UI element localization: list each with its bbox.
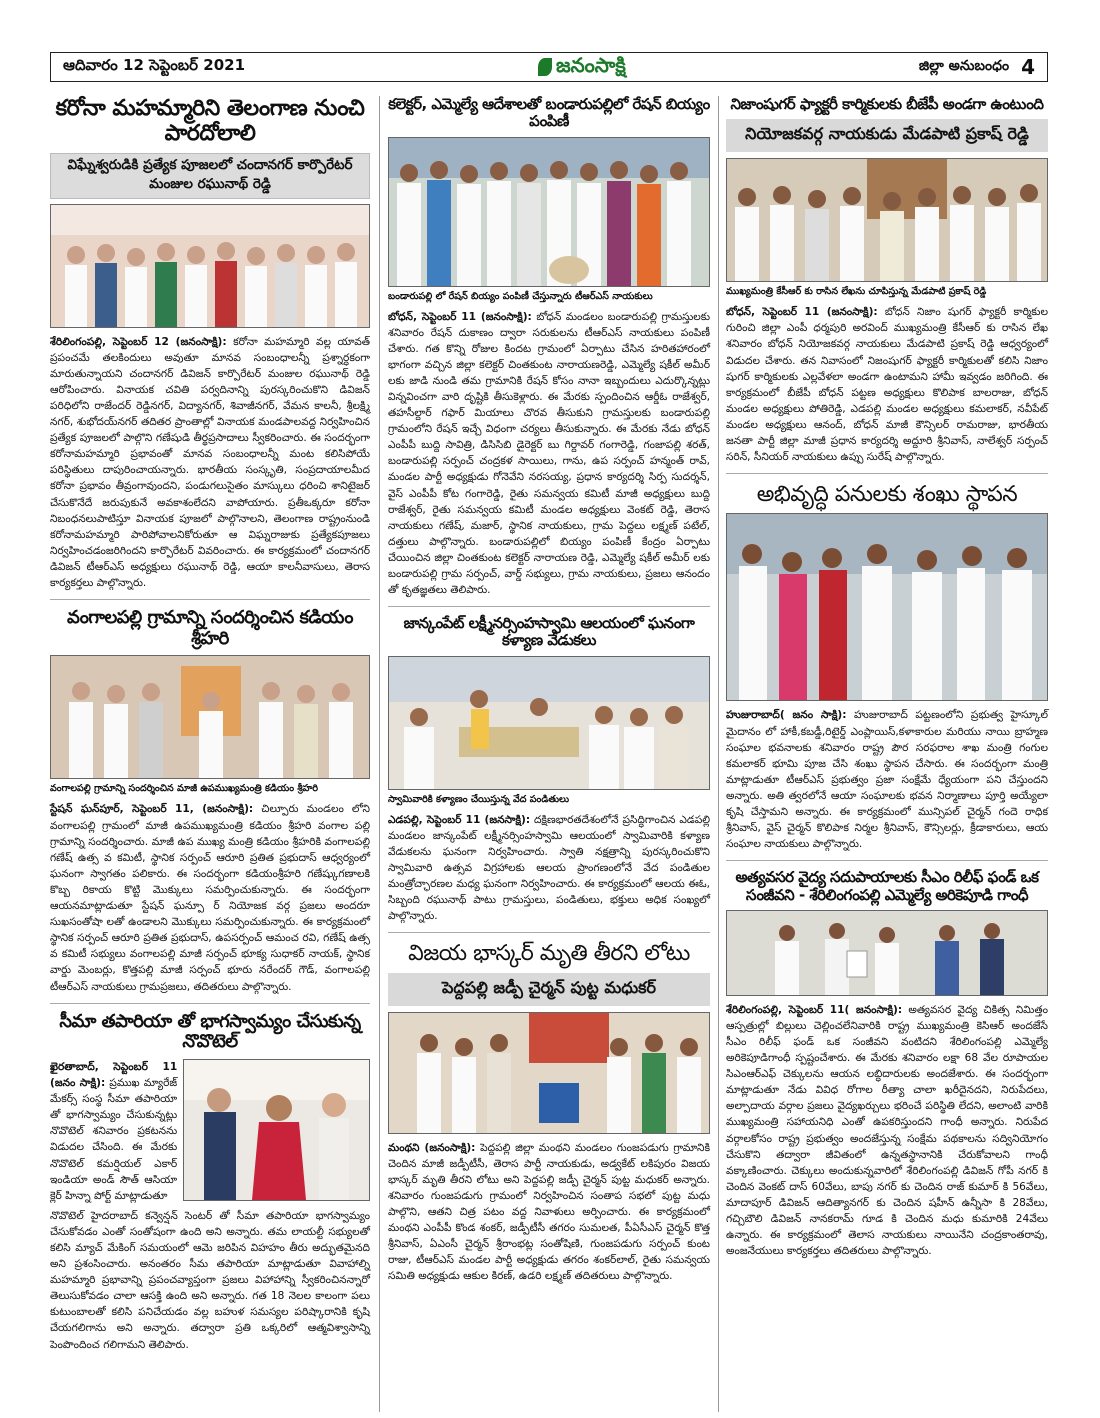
article-body xyxy=(388,1140,710,1285)
leaf-icon xyxy=(538,58,552,76)
article-corona xyxy=(50,96,370,591)
divider xyxy=(726,473,1048,474)
column-left xyxy=(50,96,370,1361)
article-headline: వంగాలపల్లి గ్రామాన్ని సందర్శించిన కడియం శ్రీహరి xyxy=(66,607,354,649)
dateline: ఎడపల్లి, సెప్టెంబర్ 11 (జనసాక్షి): xyxy=(388,813,531,826)
issue-date: ఆదివారం 12 సెప్టెంబర్ 2021 xyxy=(63,56,246,74)
photo-caption: బండారుపల్లి లో రేషన్ బియ్యం పంపిణీ చేస్తున్నారు టీఆర్ఎస్ నాయకులు xyxy=(388,290,653,302)
article-vijaya-bhaskar xyxy=(388,941,710,1284)
divider xyxy=(50,1003,370,1004)
article-photo xyxy=(388,1012,710,1134)
article-body xyxy=(726,304,1048,465)
article-body xyxy=(388,812,710,925)
column-right xyxy=(726,96,1048,1267)
article-text: బోధన్ మండలం బండారుపల్లి గ్రామస్తులకు శనివారం రేషన్ దుకాణం ద్వారా సరుకులను టీఆర్ఎస్ నాయకులు పంపిణీ చేశారు. గత కొన్ని రోజుల కిందట గ్రామంలో ఏర్పాటు చేసిన హరితహారంలో భాగంగా వచ్చిన జిల్లా కలెక్టర్ చింతకుంట నారాయణరెడ్డి, ఎమ్మెల్యే షకీల్ అమీర్ లకు జాడి నుండి తమ గ్రామానికి రేషన్ కోసం నానా ఇబ్బందులు ఎదుర్కొన్నట్లు విన్నవించగా వారి దృష్టికి తీసుకెళ్లారు. ఈ మేరకు స్పందించిన ఆర్డీఓ రాజేశ్వర్, తహసీల్దార్ గఫార్ మియాలు చొరవ తీసుకుని గ్రామస్తులకు బండారుపల్లి గ్రామంలోని రేషన్ ఇచ్చే విధంగా చర్యలు తీసుకున్నారు. ఈ మేరకు నేడు బోధన్ ఎంపీపీ బుద్ది సావిత్రి, డిసిసిబి డైరెక్టర్ బు గిర్దావర్ గంగారెడ్డి, గంజాపల్లి శరత్, బండారుపల్లి సర్పంచ్ చంద్రకళ సాయిలు, గాను, ఉప సర్పంచ్ హన్మంత్ రావ్, మండల పార్టీ అధ్యక్షుడు గోనెవేని నరసయ్య, ప్రధాన కార్యదర్శి సిర్ప సుదర్శన్, వైస్ ఎంపీపీ కోట గంగారెడ్డి, రైతు సమన్వయ కమిటీ మాజీ అధ్యక్షులు బుద్ది రాజేశ్వర్, రైతు సమన్వయ కమిటీ మండల అధ్యక్షులు వెంకట్ రెడ్డి, తెరాస నాయకులు గణేష్, మజార్, స్థానిక నాయకులు, గ్రామ పెద్దలు లక్ష్మణ్ పటేల్, దత్తులు పాల్గొన్నారు. బండారుపల్లిలో బియ్యం పంపిణీ కేంద్రం ఏర్పాటు చేయించిన జిల్లా చింతకుంట కలెక్టర్ నారాయణ రెడ్డి, ఎమ్మెల్యే షకీల్ అమీర్ లకు బండారుపల్లి గ్రామ సర్పంచ్, వార్డ్ సభ్యులు, గ్రామ నాయకులు, ప్రజలు ఆనందం తో కృతజ్ఞతలు తెలిపారు. xyxy=(388,310,710,597)
dateline: మంథని (జనంసాక్షి): xyxy=(388,1141,476,1154)
article-foundation xyxy=(726,482,1048,852)
dateline: బోధన్, సెప్టెంబర్ 11 (జనంసాక్షి): xyxy=(388,310,532,323)
article-body xyxy=(726,707,1048,852)
dateline: శేరిలింగంపల్లి, సెప్టెంబర్ 11( జనంసాక్షి): xyxy=(726,1003,903,1016)
article-text: అత్యవసర వైద్య చికిత్స నిమిత్తం ఆస్పత్రుల్లో బిల్లులు చెల్లించలేనివారికి రాష్ట్ర ముఖ్యమంత్రి కెసిఆర్ అందజేసే సీఎం రిలీఫ్ ఫండ్ ఒక సంజీవని వంటిదని శేరిలింగంపల్లి ఎమ్మెల్యే అరికెపూడిగాంధీ స్పష్టంచేశారు. ఈ మేరకు శనివారం లక్షా 68 వేల రూపాయల సిఎంఆర్ఎఫ్ చెక్కులను ఆయన లబ్ధిదారులకు అందజేశారు. ఈ సందర్భంగా మాట్లాడుతూ నేడు వివిధ రోగాల రీత్యా చాలా ఖరీదైనదని, నిరుపేదలు, అల్పాదాయ వర్గాల ప్రజలు వైద్యఖర్చులు భరించే పరిస్థితి లేదని, అలాంటి వారికి ముఖ్యమంత్రి సహాయనిధి ఎంతో ఉపకరిస్తుందని గాంధీ అన్నారు. నిరుపేద వర్గాలకోసం రాష్ట్ర ప్రభుత్వం అందజేస్తున్న సంక్షేమ పథకాలను సద్వినియోగం చేసుకొని తద్వారా జీవితంలో ఉన్నతస్థానానికి చేరుకోవాలని గాంధీ వక్కాణించారు. చెక్కులు అందుకున్నవారిలో శేరిలింగంపల్లి డివిజన్ గోపీ నగర్ కి చెందిన వెంకట్ దాస్ 60వేలు, బాపు నగర్ కు చెందిన రాజ్ కుమార్ కి 56వేలు, మాదాపూర్ డివిజన్ ఆదిత్యానగర్ కు చెందిన షహీన్ ఉన్నీసా కి 28వేలు, గచ్చిబౌలి డివిజన్ నానకరామ్ గూడ కి చెందిన మధు కుమారికి 24వేలు ఉన్నారు. ఈ కార్యక్రమంలో తెలాస నాయకులు నాయినేని చంద్రకాంతరావు, అంజనేయులు కార్యకర్తలు తదితరులు పాల్గొన్నారు. xyxy=(726,1003,1049,1258)
dateline: ఖైరతాబాద్, సెప్టెంబర్ 11 (జనం సాక్షి): xyxy=(50,1060,178,1090)
article-body xyxy=(726,1002,1048,1260)
article-photo xyxy=(726,158,1048,282)
article-body xyxy=(50,1059,177,1204)
article-nizam-sugar xyxy=(726,96,1048,465)
masthead xyxy=(50,52,1048,82)
dateline: హుజురాబాద్( జనం సాక్షి): xyxy=(726,709,847,722)
article-text: బోధన్ నిజాం షుగర్ ఫ్యాక్టరీ కార్మికుల గురించి జిల్లా ఎంపీ ధర్మపురి అరవింద్ ముఖ్యమంత్రి కేసీఆర్ కు రాసిన లేఖ శనివారం బోధన్ నియోజకవర్గ నాయకులు మేడపాటి ప్రకాష్ రెడ్డి ఆధ్వర్యంలో విడుదల చేశారు. తన నివాసంలో నిజంషుగర్ ఫ్యాక్టరీ కార్మికులతో కలిసి నిజాం షుగర్ కార్మికులకు ఎల్లవేళలా అండగా ఉంటామని హామీ ఇవ్వడం జరిగింది. ఈ కార్యక్రమంలో బీజేపీ బోధన్ పట్టణ అధ్యక్షులు కొలిపాక బాలరాజు, బోధన్ మండల అధ్యక్షులు పోతిరెడ్డి, ఎడపల్లి మండల అధ్యక్షులు కమలాకర్, నవీపేట్ మండల అధ్యక్షులు ఆనంద్, బోధన్ మాజీ కౌన్సిలర్ రామరాజు, భారతీయ జనతా పార్టీ జిల్లా మాజీ ప్రధాన కార్యదర్శి అద్దూరి శ్రీనివాస్, నాలేశ్వర్ సర్పంచ్ సరిన్, సీనియర్ నాయకులు ఉప్పు సురేష్ పాల్గొన్నారు. xyxy=(726,306,1048,464)
article-ration xyxy=(388,96,710,598)
article-text: చిల్పూరు మండలం లోని వంగాలపల్లి గ్రామంలో మాజీ ఉపముఖ్యమంత్రి కడియం శ్రీహరి వంగాల పల్లి గ్రామాన్ని సందర్శించారు. మాజీ ఉప ముఖ్య మంత్రి కడియం శ్రీహరికి వంగాలపల్లి గణేష్ ఉత్స వ కమిటీ, స్థానిక సర్పంచ్ ఆరూరి ప్రతిత ప్రభుదాస్ ఆధ్వర్యంలో ఘనంగా స్వాగతం పలికారు. ఈ సందర్భంగా కడియంశ్రీహరి గణేష్కుగణాలకి కొబ్బ రికాయ కొట్టి మొక్కులు సమర్పించుకున్నారు. ఈ సందర్భంగా ఆయనమాట్లాడుతూ స్టేషన్ ఘన్పూ ర్ నియోజక వర్గ ప్రజలు అందరూ సుఖసంతోషా లతో ఉండాలని మొక్కులు సమర్పించుకున్నారు. ఈ కార్యక్రమంలో స్థానిక సర్పంచ్ ఆరూరి ప్రతిత ప్రభుదాస్, ఉపసర్పంచ్ ఆమంచ రవి, గణేష్ ఉత్స వ కమిటీ సభ్యులు వంగాలపల్లి మాజీ సర్పంచ్ భూక్య సుధాకర్ నాయక్, స్థానిక వార్డు మెంబర్లు, కొత్తపల్లి మాజీ సర్పంచ్ భూరు నరేందర్ గౌడ్, వంగాలపల్లి టీఆర్ఎస్ నాయకులు గ్రామప్రజలు, తదితరులు పాల్గొన్నారు. xyxy=(50,803,370,993)
article-text: హుజురాబాద్ పట్టణంలోని ప్రభుత్వ హైస్కూల్ మైదానం లో హాకీ,కబడ్డీ,రిటైర్డ్ ఎంప్లాయిస్,కళాకారుల మరియు నాయి బ్రాహ్మణ సంఘాల భవనాలకు శనివారం రాష్ట్ర పౌర సరఫరాల శాఖ మంత్రి గంగుల కమలాకర్ భూమి పూజ చేసి శంఖు స్థాపన చేసారు. ఈ సందర్భంగా మంత్రి మాట్లాడుతూ టీఆర్ఎస్ ప్రభుత్వం ప్రజా సంక్షేమే ధ్యేయంగా పని చేస్తుందని అన్నారు. అతి త్వరలోనే ఆయా సంఘాలకు భవన నిర్మాణాలు పూర్తి అయ్యేలా కృషి చేస్తామని అన్నారు. ఈ కార్యక్రమంలో మున్సిపల్ చైర్మన్ గందె రాధిక శ్రీనివాస్, వైస్ చైర్మన్ కొలిపాక నిర్మల శ్రీనివాస్, కౌన్సిలర్లు, క్రీడాకారులు, ఆయ సంఘాల నాయకులు పాల్గొన్నారు. xyxy=(726,709,1048,851)
dateline: స్టేషన్ ఘన్‌పూర్, సెప్టెంబర్ 11, (జనంసాక్షి): xyxy=(50,803,254,816)
article-headline: కరోనా మహమ్మారిని తెలంగాణ నుంచి పారదోలాలి xyxy=(55,96,365,147)
article-subhead: విఘ్నేశ్వరుడికి ప్రత్యేక పూజలలో చందానగర్ కార్పొరేటర్ మంజుల రఘునాథ్ రెడ్డి xyxy=(50,153,370,199)
page-number: 4 xyxy=(1021,55,1035,79)
newspaper-logo xyxy=(538,53,626,82)
article-headline: అభివృద్ధి పనులకు శంఖు స్థాపన xyxy=(756,482,1018,508)
article-body xyxy=(50,801,370,994)
divider xyxy=(50,599,370,600)
divider xyxy=(388,606,710,607)
photo-caption: స్వామివారికి కళ్యాణం చేయిస్తున్న వేద పండితులు xyxy=(388,793,570,805)
article-headline: నిజాంషుగర్ ఫ్యాక్టరీ కార్మికులకు బీజేపీ అండగా ఉంటుంది xyxy=(730,95,1044,113)
article-photo xyxy=(726,513,1048,701)
article-headline: జాన్కంపేట్ లక్ష్మీనర్సింహస్వామి ఆలయంలో ఘనంగా కళ్యాణ వేడుకలు xyxy=(403,614,695,650)
column-middle xyxy=(388,96,710,1292)
article-photo xyxy=(726,910,1048,996)
article-text: కరోనా మహమ్మారి వల్ల యావత్ ప్రపంచమే తలకిందులు అవుతూ మానవ సంబంధాలన్నీ ప్రశ్నార్ధకంగా మారుతున్నాయని చందానగర్ డివిజన్ కార్పొరేటర్ మంజుల రఘునాథ్ రెడ్డి ఆరోపించారు. వినాయక చవితి పర్వదినాన్ని పురస్కరించుకొని డివిజన్ పరిధిలోని రాజేందర్ రెడ్డినగర్, విద్యానగర్, శివాజీనగర్, వేమన కాలనీ, శ్రీలక్ష్మి నగర్, శుభోదయ్‌నగర్ తదితర ప్రాంతాల్లో వినాయక మండపాలవద్ద నిర్వహించిన ప్రత్యేక పూజలలో పాల్గొని గణేషుడి తీర్థప్రసాదాలు స్వీకరించారు. ఈ సందర్భంగా కరోనామహమ్మారి ప్రభావంతో మానవ సంబంధాలన్నీ మంట కలిసిపోయే పరిస్థితులు దాపురించాయన్నారు. భారతీయ సంస్కృతి, సంప్రదాయాలమీద కరోనా ప్రభావం తీవ్రంగావుందని, పండుగలుసైతం మాస్కులు ధరించి శానిటైజర్ చేసుకొనేదే జరుపుకునే అవకాశంలేదని వాపోయారు. ప్రతీఒక్కరూ కరోనా నిబంధనలుపాటిస్తూ వినాయక పూజలో పాల్గొనాలని, తెలంగాణ రాష్ట్రంనుండి కరోనామహమ్మారి పారిపోవాలనికోరుతూ ఆ విఘ్నరాజుకు ప్రత్యేకపూజలు నిర్వహించడంజరిగిందని కార్పొరేటర్ వివరించారు. ఈ కార్యక్రమంలో చందానగర్ డివిజన్ టీఆర్ఎస్ అధ్యక్షులు రఘునాథ్ రెడ్డి, ఆయా కాలనీవాసులు, తెరాస కార్యకర్తలు పాల్గొన్నారు. xyxy=(50,335,371,589)
photo-caption: ముఖ్యమంత్రి కేసీఆర్ కు రాసిన లేఖను చూపిస్తున్న మేడపాటి ప్రకాష్ రెడ్డి xyxy=(726,286,987,298)
article-photo xyxy=(50,204,370,328)
article-body-continued: నొవొటెల్ హైదరాబాద్ కన్వెన్షన్ సెంటర్ తో సీమా తపారియా భాగస్వామ్యం చేసుకోవడం ఎంతో సంతోషంగా ఉంది అని అన్నారు. తమ లాయల్టీ సభ్యులతో కలిసి మ్యాచ్ మేకింగ్ సమయంలో ఆమె జరిపిన విహహం తీరు అద్భుతమైనది అని ప్రశంసించారు. అనంతరం సీమ తపారియా మాట్లాడుతూ వివాహాల్ని మహమ్మారి ప్రభావాన్ని ప్రపంచవ్యాప్తంగా ప్రజలు విహాహాన్ని స్వీకరించినన్నారో తెలుసుకోవడం చాలా ఆసక్తి ఉంది అని అన్నారు. గత 18 నెలల కాలంగా పలు కుటుంబాలతో కలిసి పనిచేయడం వల్ల బహుళ సమస్యల పరిష్కారానికి కృషి చేయగలిగాను అని అన్నారు. తద్వారా ప్రతి ఒక్కరిలో ఆత్మవిశ్వాసాన్ని పెంపొందించ గలిగామని తెలిపారు. xyxy=(50,1209,370,1351)
article-body xyxy=(388,309,710,599)
logo-text: జనంసాక్షి xyxy=(556,52,626,77)
section-name: జిల్లా అనుబంధం xyxy=(918,57,1010,74)
article-photo xyxy=(388,656,710,790)
column-divider xyxy=(718,96,719,1412)
photo-caption: వంగాలపల్లి గ్రామాన్ని సందర్శించిన మాజీ ఉపముఖ్యమంత్రి కడియం శ్రీహరి xyxy=(50,783,319,795)
divider xyxy=(726,860,1048,861)
article-kadiyam xyxy=(50,608,370,995)
article-headline: అత్యవసర వైద్య సదుపాయాలకు సీఎం రిలీఫ్ ఫండ్ ఒక సంజీవని - శేరిలింగంపల్లి ఎమ్మెల్యే అరికెపూడి గాంధీ xyxy=(735,868,1039,904)
column-divider xyxy=(379,96,380,1412)
article-subhead: నియోజకవర్గ నాయకుడు మేడపాటి ప్రకాష్ రెడ్డి xyxy=(726,119,1048,152)
dateline: బోధన్, సెప్టెంబర్ 11 (జనంసాక్షి): xyxy=(726,306,878,319)
page-info xyxy=(919,55,1035,79)
article-photo xyxy=(50,655,370,779)
article-headline: సీమా తపారియా తో భాగస్వామ్యం చేసుకున్న నొవొటెల్ xyxy=(59,1010,361,1053)
article-text: పెద్దపల్లి జిల్లా మంథని మండలం గుంజపడుగు గ్రామానికి చెందిన మాజీ జడ్పీటీసీ, తెరాస పార్టీ నాయకుడు, అడ్వకేట్ లకిపురం విజయ భాస్కర్ మృతి తీరని లోటు అని పెద్దపల్లి జడ్పీ చైర్మన్ పుట్ట మధుకర్ అన్నారు. శనివారం గుంజపడుగు గ్రామంలో నిర్వహించిన సంతాప సభలో పుట్ట మధు పాల్గొని, ఆతని చిత్ర పటం వద్ద నివాళులు అర్పించారు. ఈ కార్యక్రమంలో మంథని ఎంపీపీ కొండ శంకర్, జడ్పీటీసీ తగరం సుమలత, పీఏసీఎస్ చైర్మన్ కొత్త శ్రీనివాస్, ఏఎంసీ చైర్మన్ శ్రీరాంభట్ల సంతోషిణి, గుంజపడుగు సర్పంచ్ కుంట రాజు, టీఆర్ఎస్ మండల పార్టీ అధ్యక్షుడు తగరం శంకర్‌లాల్, రైతు సమన్వయ సమితి అధ్యక్షుడు ఆకుల కిరణ్, ఉడరి లక్ష్మణ్ తదితరులు పాల్గొన్నారు. xyxy=(388,1141,710,1283)
article-headline: కలెక్టర్, ఎమ్మెల్యే ఆదేశాలతో బండారుపల్లిలో రేషన్ బియ్యం పంపిణీ xyxy=(388,95,710,131)
article-text: దక్షిణభారతదేశంలోనే ప్రసిద్ధిగాంచిన ఎడపల్లి మండలం జాన్కంపేట్ లక్ష్మీనర్సింహస్వామి ఆలయంలో స్వామివారికి కళ్యాణ వేడుకలను ఘనంగా నిర్వహించారు. స్వాతి నక్షత్రాన్ని పురస్కరించుకొని స్వామివారి ఉత్సవ విగ్రహాలకు ఆలయ ప్రాంగణంలోనే వేద పండితుల మంత్రోచ్ఛారణల మధ్య ఘనంగా నిర్వహించారు. ఈ కార్యక్రమంలో ఆలయ ఈఓ, సిబ్బంది రఘునాథ్ పాటు గ్రామస్తులు, పండితులు, భక్తులు అధిక సంఖ్యలో పాల్గొన్నారు. xyxy=(388,813,710,923)
divider xyxy=(388,932,710,933)
article-cm-relief xyxy=(726,869,1048,1259)
dateline: శేరిలింగంపల్లి, సెప్టెంబర్ 12 (జనంసాక్షి): xyxy=(50,335,227,348)
article-photo xyxy=(183,1059,370,1201)
article-photo xyxy=(388,137,710,287)
article-body xyxy=(50,334,370,592)
article-headline: విజయ భాస్కర్ మృతి తీరని లోటు xyxy=(408,941,690,967)
article-text: ప్రముఖ మ్యారేజ్ మేకర్స్ సంస్థ సీమా తపారియా తో భాగస్వామ్యం చేసుకున్నట్లు నొవొటెల్ శనివారం ప్రకటనను విడుదల చేసింది. ఈ మేరకు నొవొటెల్ కమర్షియల్ ఎకార్ ఇండియా అండ్ సౌత్ ఆసియా క్లెర్ హిన్నా పోర్ట్ మాట్లాడుతూ xyxy=(50,1077,178,1202)
article-subhead: పెద్దపల్లి జడ్పీ చైర్మన్ పుట్ట మధుకర్ xyxy=(388,973,710,1006)
article-novotel xyxy=(50,1012,370,1353)
article-kalyanam xyxy=(388,615,710,924)
